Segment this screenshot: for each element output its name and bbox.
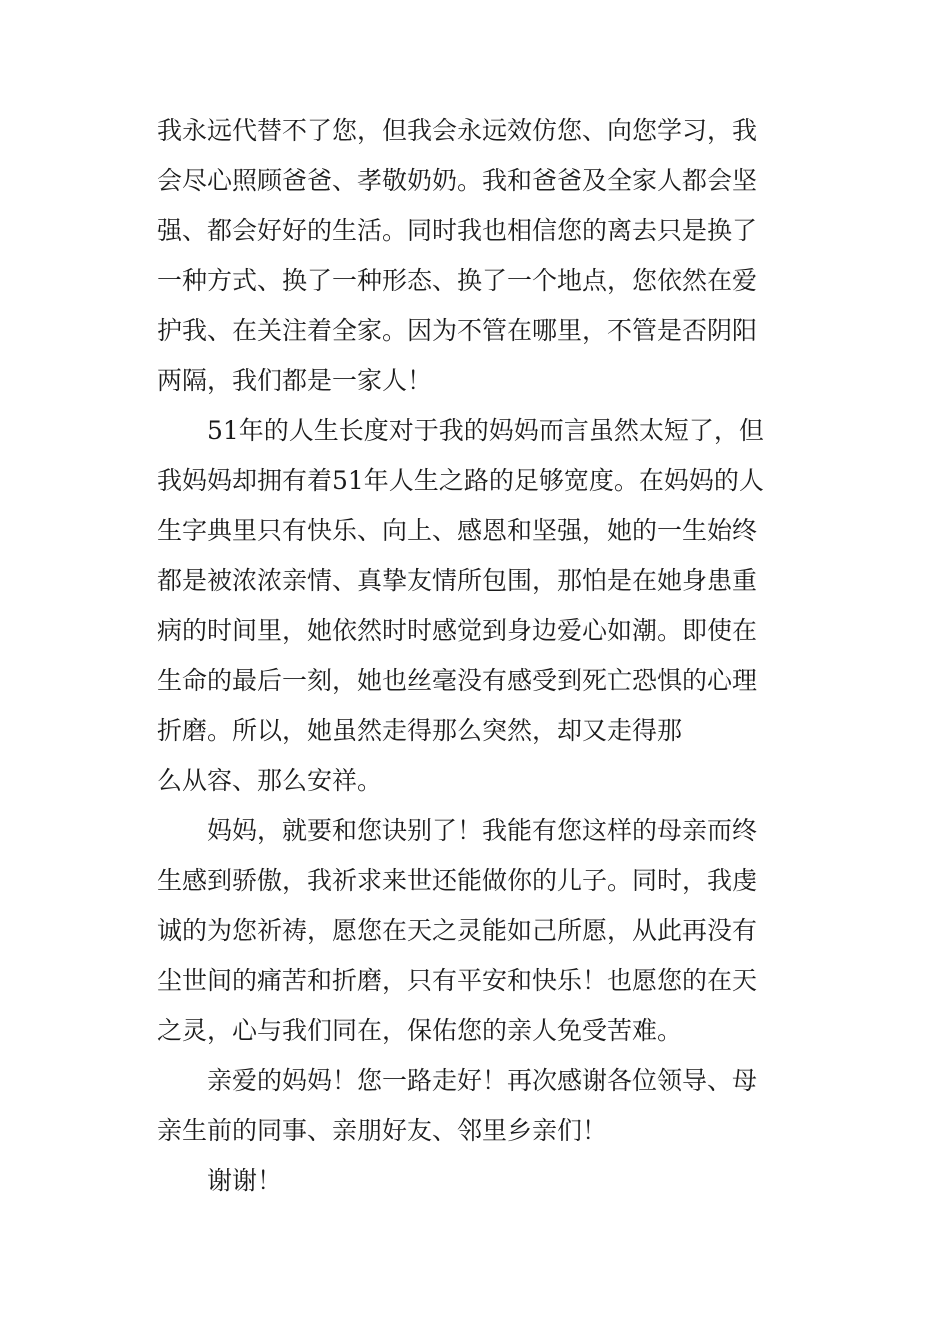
text-line: 折磨。所以，她虽然走得那么突然，却又走得那: [157, 716, 683, 745]
text-line: 一种方式、换了一种形态、换了一个地点，您依然在爱: [157, 266, 758, 295]
text-line: 强、都会好好的生活。同时我也相信您的离去只是换了: [157, 216, 758, 245]
text-line: 尘世间的痛苦和折磨，只有平安和快乐！也愿您的在天: [157, 966, 758, 995]
paragraph-start-line: 51年的人生长度对于我的妈妈而言虽然太短了，但: [207, 416, 764, 445]
text-line: 生感到骄傲，我祈求来世还能做你的儿子。同时，我虔: [157, 866, 758, 895]
closing-line: 谢谢！: [207, 1166, 283, 1195]
text-line: 两隔，我们都是一家人！: [157, 366, 433, 395]
text-line: 我妈妈却拥有着51年人生之路的足够宽度。在妈妈的人: [157, 466, 764, 495]
text-line: 么从容、那么安祥。: [157, 766, 383, 795]
paragraph-start-line: 亲爱的妈妈！您一路走好！再次感谢各位领导、母: [207, 1066, 758, 1095]
text-line: 生命的最后一刻，她也丝毫没有感受到死亡恐惧的心理: [157, 666, 758, 695]
text-line: 护我、在关注着全家。因为不管在哪里，不管是否阴阳: [157, 316, 758, 345]
paragraph-start-line: 妈妈，就要和您诀别了！我能有您这样的母亲而终: [207, 816, 758, 845]
text-line: 都是被浓浓亲情、真挚友情所包围，那怕是在她身患重: [157, 566, 758, 595]
text-line: 病的时间里，她依然时时感觉到身边爱心如潮。即使在: [157, 616, 758, 645]
text-line: 生字典里只有快乐、向上、感恩和坚强，她的一生始终: [157, 516, 758, 545]
text-line: 会尽心照顾爸爸、孝敬奶奶。我和爸爸及全家人都会坚: [157, 166, 758, 195]
text-line: 亲生前的同事、亲朋好友、邻里乡亲们！: [157, 1116, 608, 1145]
text-line: 我永远代替不了您，但我会永远效仿您、向您学习，我: [157, 116, 758, 145]
text-line: 诚的为您祈祷，愿您在天之灵能如己所愿，从此再没有: [157, 916, 758, 945]
text-line: 之灵，心与我们同在，保佑您的亲人免受苦难。: [157, 1016, 683, 1045]
